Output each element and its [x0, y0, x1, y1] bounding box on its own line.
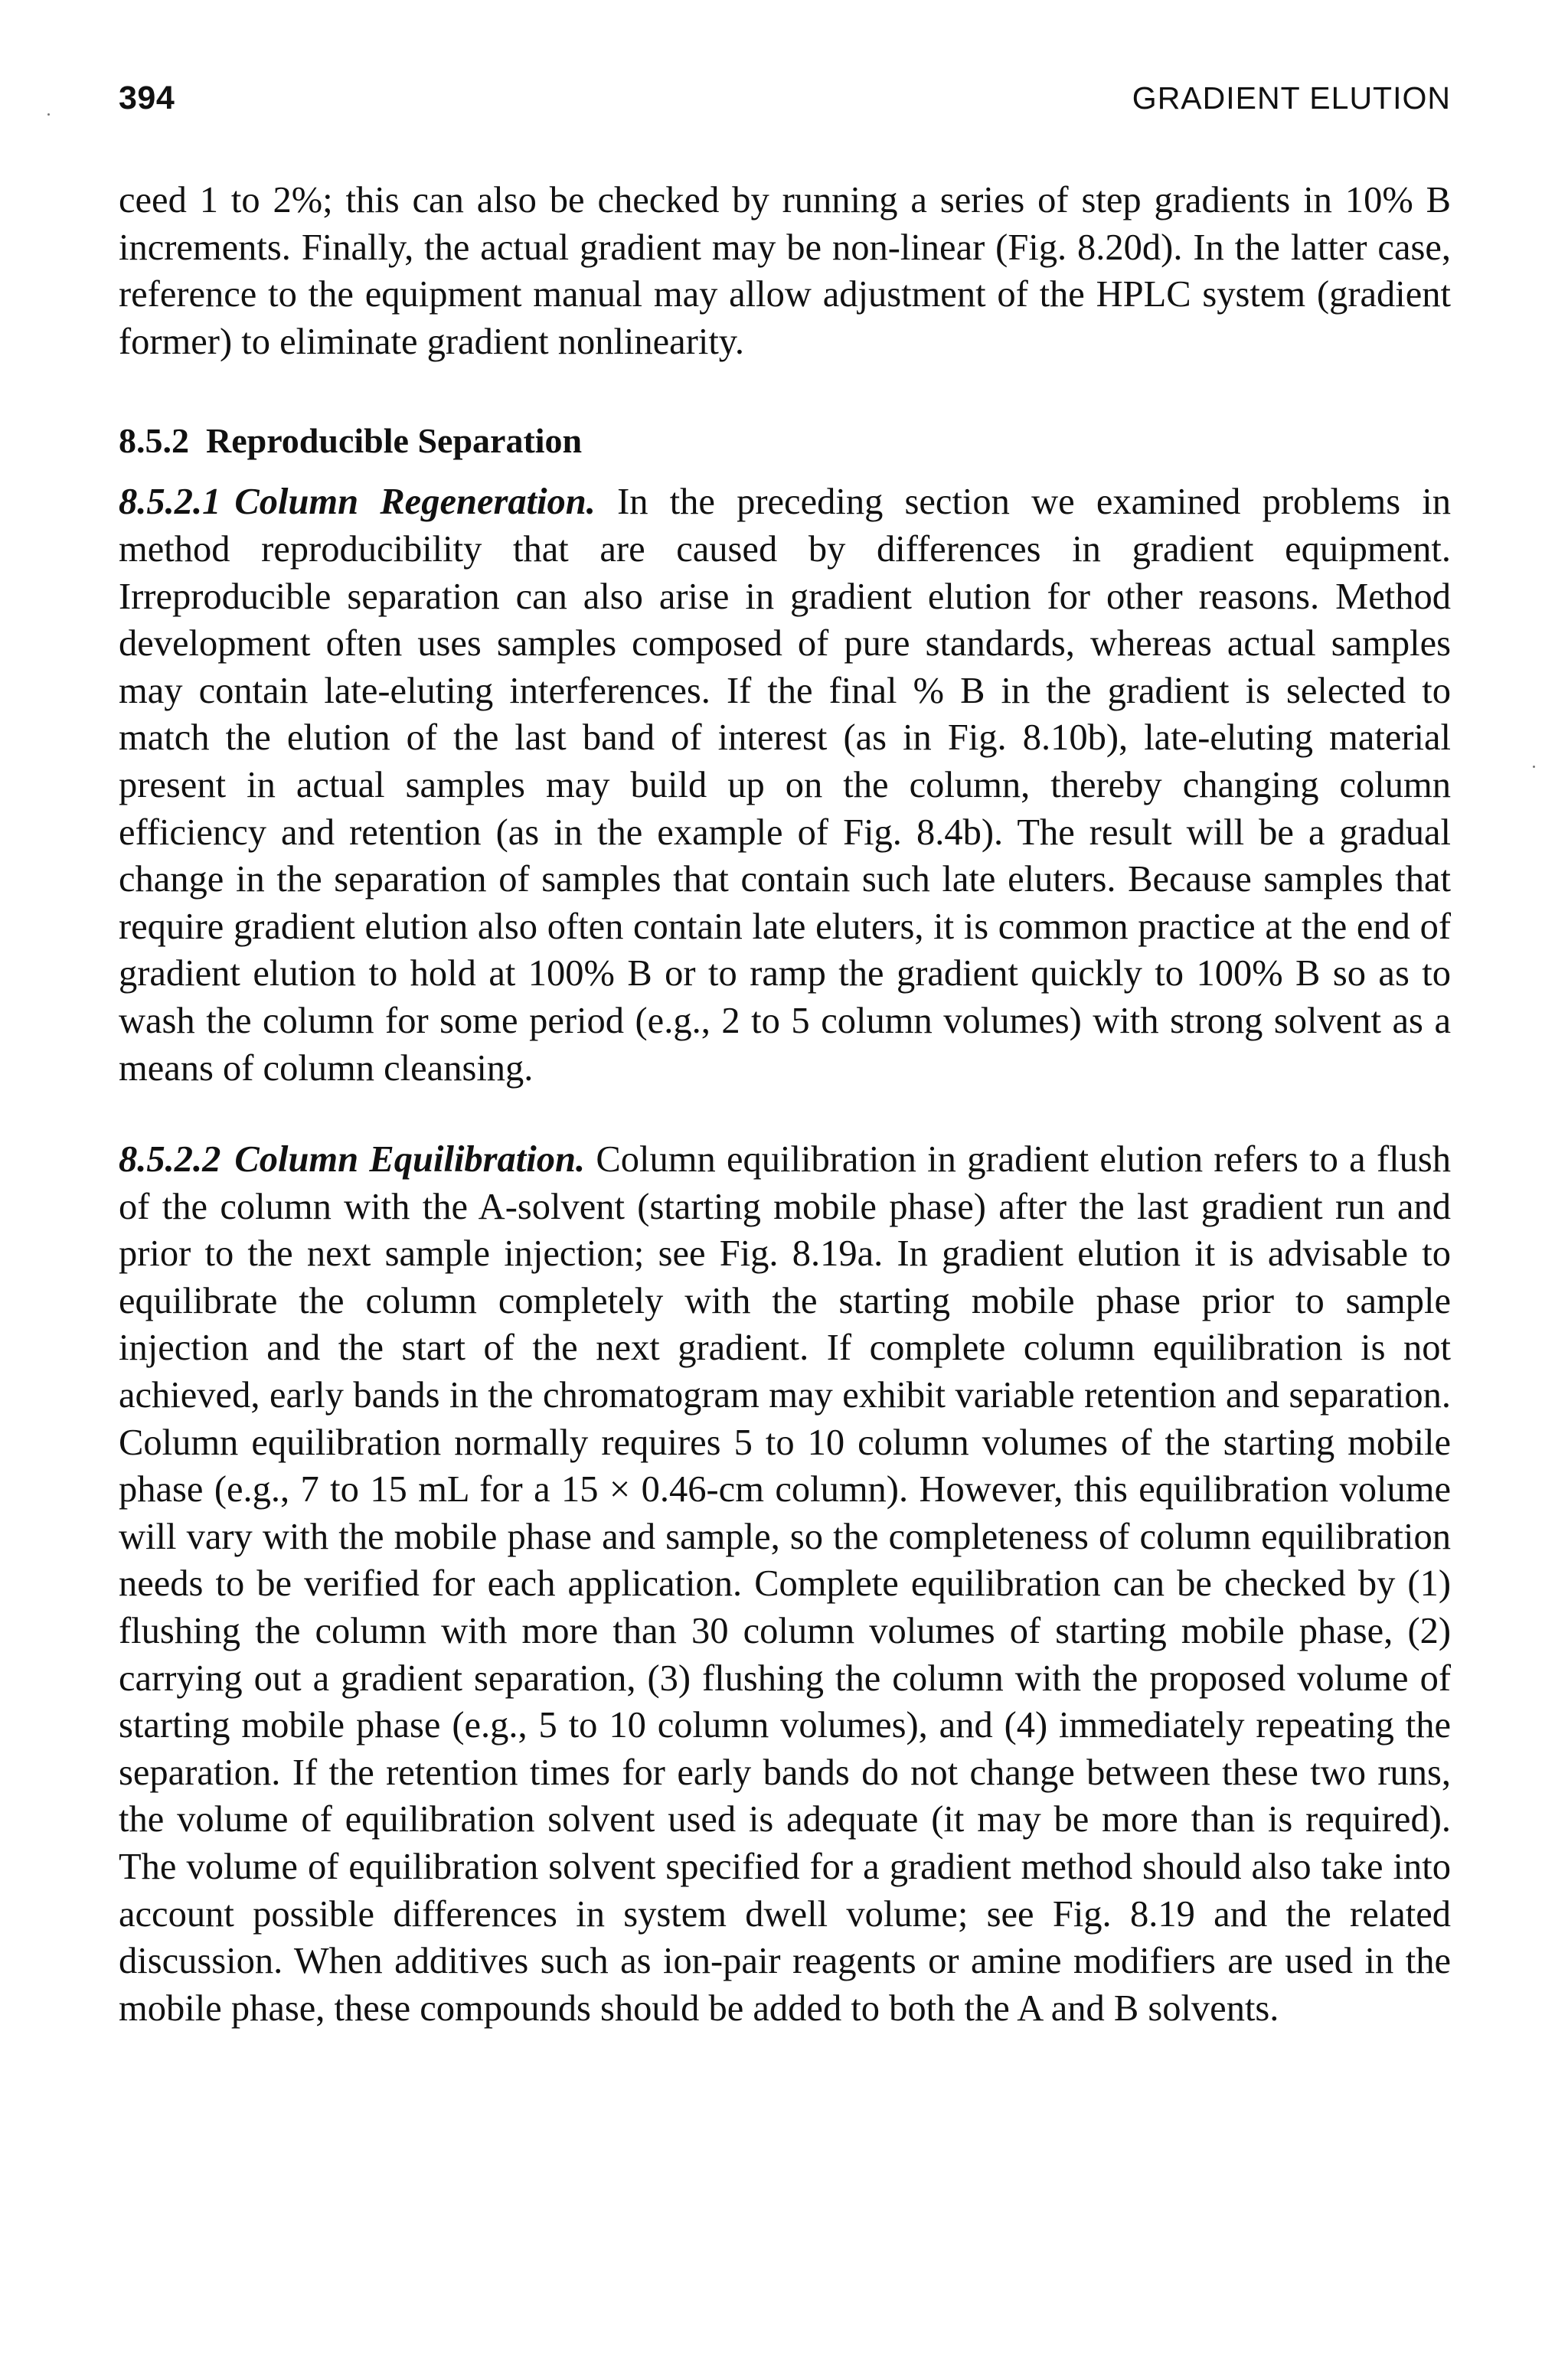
page-number: 394 — [119, 80, 175, 116]
section-number: 8.5.2 — [119, 421, 189, 461]
subsection-body: In the preceding section we examined problems in method reproducibility that are caused by differences in gradient equipment. Irreproducible separation can also arise in gradient elution for other reasons. Method development often uses samples composed of pure standards, whereas actual samples may contain late-eluting interferences. If the final % B in the gradient is selected to match the elution of the last band of interest (as in Fig. 8.10b), late-eluting material present in actual samples may build up on the column, thereby changing column efficiency and retention (as in the example of Fig. 8.4b). The result will be a gradual change in the separation of samples that contain such late eluters. Because samples that require gradient elution also often contain late eluters, it is common practice at the end of gradient elution to hold at 100% B or to ramp the gradient quickly to 100% B so as to wash the column for some period (e.g., 2 to 5 column volumes) with strong solvent as a means of column cleansing. — [119, 482, 1451, 1089]
section-heading — [119, 419, 1451, 463]
continued-paragraph: ceed 1 to 2%; this can also be checked by running a series of step gradients in 10% B increments. Finally, the actual gradient may be non-linear (Fig. 8.20d). In the latter case, reference to the equipment manual may allow adjustment of the HPLC system (gradient former) to eliminate gradient nonlinearity. — [119, 180, 1451, 362]
section-title: Reproducible Separation — [206, 421, 583, 461]
subsection-number: 8.5.2.1 — [119, 482, 221, 523]
scan-speck — [1533, 766, 1535, 768]
subsection-title: Column Equilibration. — [234, 1139, 586, 1181]
subsection-body: Column equilibration in gradient elution refers to a flush of the column with the A-solvent (starting mobile phase) after the last gradient run and prior to the next sample injection; see Fig. 8.19a. In gradient elution it is advisable to equilibrate the column completely with the starting mobile phase prior to sample injection and the start of the next gradient. If complete column equilibration is not achieved, early bands in the chromatogram may exhibit variable retention and separation. Column equilibration normally requires 5 to 10 column volumes of the starting mobile phase (e.g., 7 to 15 mL for a 15 × 0.46-cm column). However, this equilibration volume will vary with the mobile phase and sample, so the completeness of column equilibration needs to be verified for each application. Complete equilibration can be checked by (1) flushing the column with more than 30 column volumes of starting mobile phase, (2) carrying out a gradient separation, (3) flushing the column with the proposed volume of starting mobile phase (e.g., 5 to 10 column volumes), and (4) immediately repeating the separation. If the retention times for early bands do not change between these two runs, the volume of equilibration solvent used is adequate (it may be more than is required). The volume of equilibration solvent specified for a gradient method should also take into account possible differences in system dwell volume; see Fig. 8.19 and the related discussion. When additives such as ion-pair reagents or amine modifiers are used in the mobile phase, these compounds should be added to both the A and B solvents. — [119, 1139, 1451, 2029]
subsection-number: 8.5.2.2 — [119, 1139, 221, 1181]
subsection-column-regeneration — [119, 478, 1451, 1092]
running-head — [119, 80, 1451, 117]
running-title: GRADIENT ELUTION — [1132, 80, 1451, 116]
subsection-column-equilibration — [119, 1136, 1451, 2032]
subsection-title: Column Regeneration. — [234, 482, 596, 523]
scan-speck — [47, 113, 50, 116]
book-page — [119, 80, 1451, 2032]
